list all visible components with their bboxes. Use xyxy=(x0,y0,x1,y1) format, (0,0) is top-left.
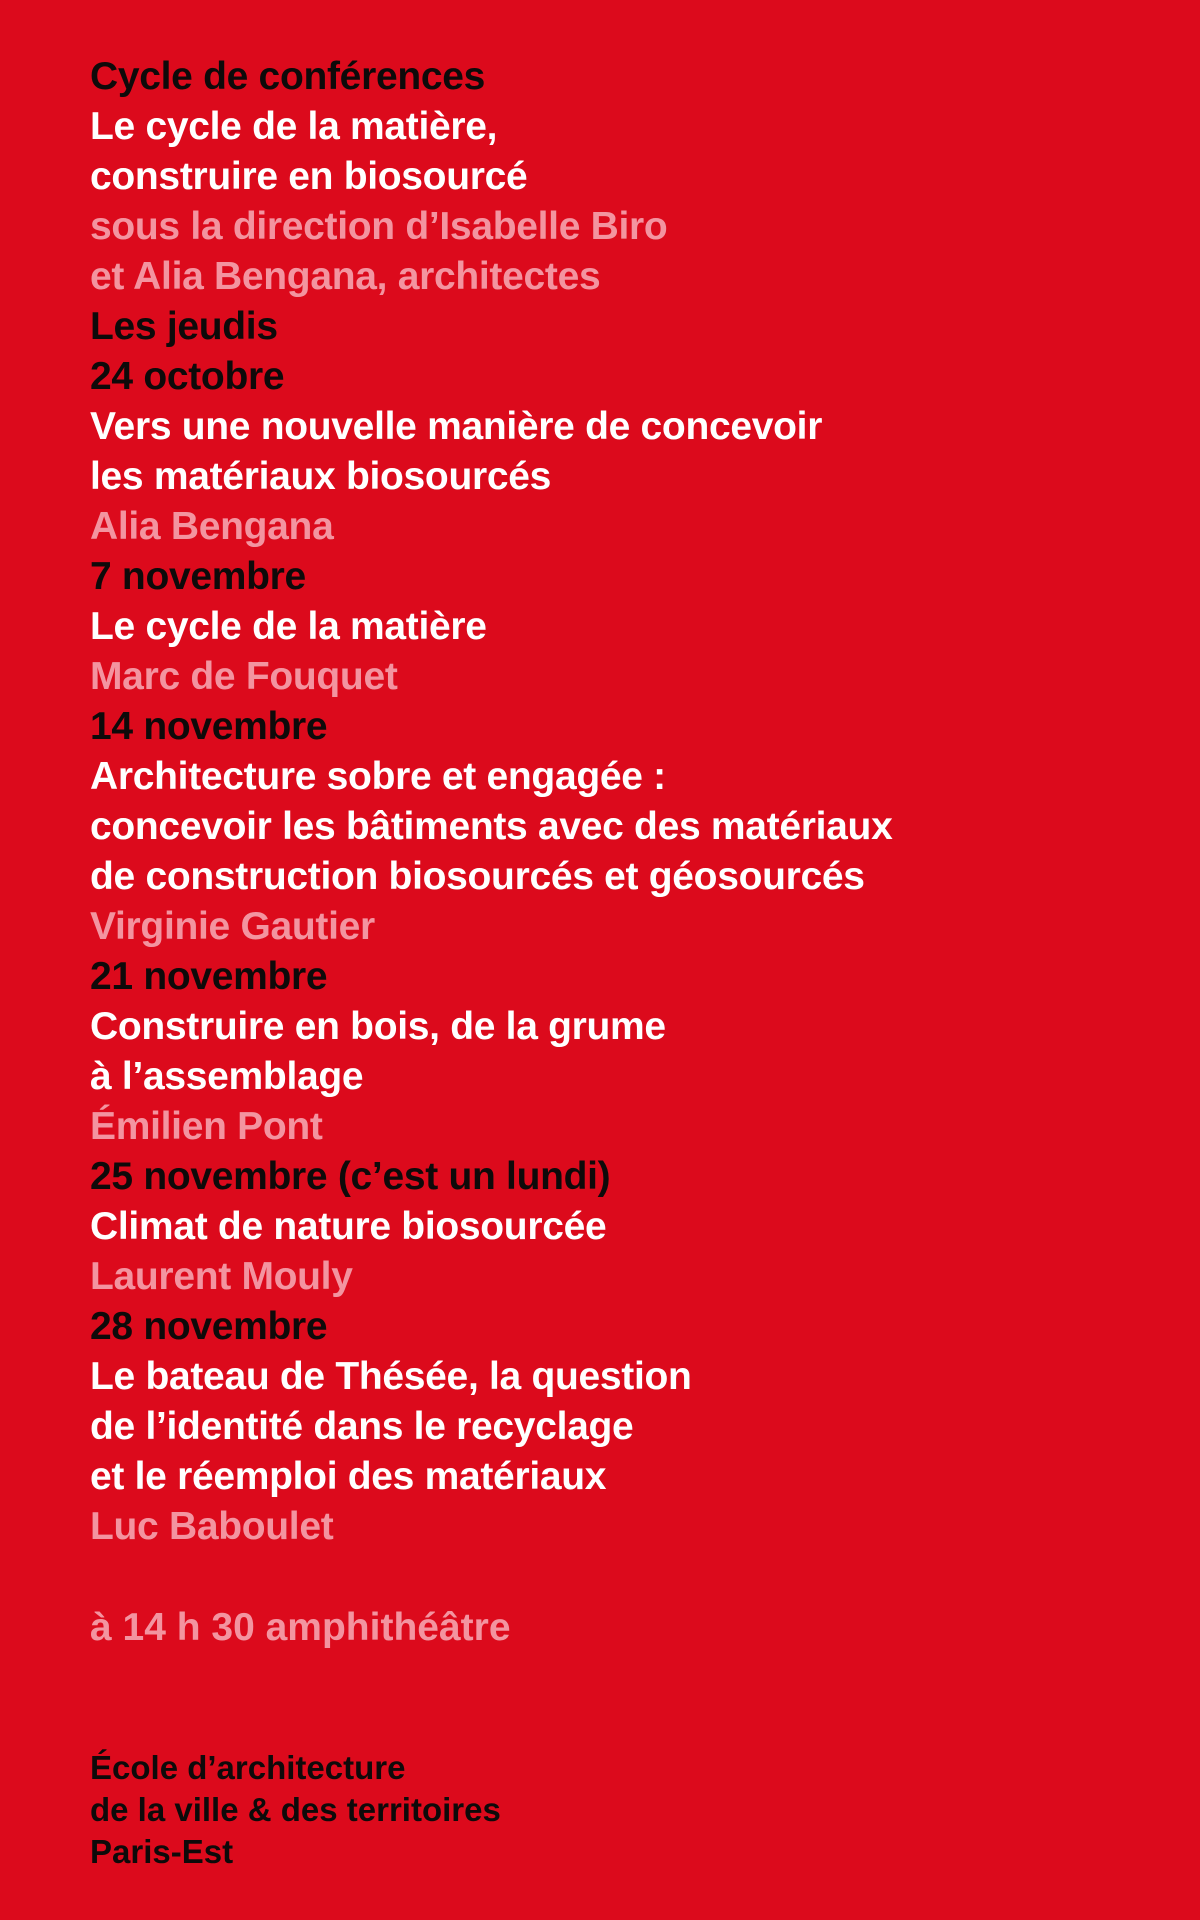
lecture-title-line: à l’assemblage xyxy=(90,1055,364,1098)
lecture-date: 7 novembre xyxy=(90,555,306,598)
cycle-title-line-2: construire en biosourcé xyxy=(90,155,528,198)
direction-line-1: sous la direction d’Isabelle Biro xyxy=(90,205,668,248)
lecture-2 xyxy=(90,552,1170,702)
lecture-speaker: Luc Baboulet xyxy=(90,1505,334,1548)
lecture-3 xyxy=(90,702,1170,952)
school-name-line-1: École d’architecture xyxy=(90,1749,406,1786)
lecture-title-line: Architecture sobre et engagée : xyxy=(90,755,666,798)
lecture-speaker: Alia Bengana xyxy=(90,505,334,548)
lecture-title-line: de construction biosourcés et géosourcés xyxy=(90,855,865,898)
lecture-title-line: Le bateau de Thésée, la question xyxy=(90,1355,692,1398)
lecture-date: 25 novembre (c’est un lundi) xyxy=(90,1155,611,1198)
lecture-speaker: Laurent Mouly xyxy=(90,1255,353,1298)
lecture-title-line: Vers une nouvelle manière de concevoir xyxy=(90,405,823,448)
lecture-speaker: Virginie Gautier xyxy=(90,905,375,948)
series-label: Cycle de conférences xyxy=(90,55,486,98)
cycle-title-line-1: Le cycle de la matière, xyxy=(90,105,498,148)
lecture-title-line: les matériaux biosourcés xyxy=(90,455,552,498)
lecture-title-line: Climat de nature biosourcée xyxy=(90,1205,607,1248)
lecture-title-line: et le réemploi des matériaux xyxy=(90,1455,607,1498)
lecture-6 xyxy=(90,1302,1170,1552)
direction-line-2: et Alia Bengana, architectes xyxy=(90,255,601,298)
lecture-date: 24 octobre xyxy=(90,355,285,398)
school-name-line-2: de la ville & des territoires xyxy=(90,1791,501,1828)
lecture-date: 14 novembre xyxy=(90,705,328,748)
poster-content xyxy=(90,52,1170,1552)
lecture-5 xyxy=(90,1152,1170,1302)
lecture-title-line: Le cycle de la matière xyxy=(90,605,487,648)
lecture-speaker: Marc de Fouquet xyxy=(90,655,398,698)
lecture-speaker: Émilien Pont xyxy=(90,1105,323,1148)
lecture-4 xyxy=(90,952,1170,1152)
lecture-1 xyxy=(90,352,1170,552)
lecture-date: 21 novembre xyxy=(90,955,328,998)
lecture-title-line: concevoir les bâtiments avec des matériaux xyxy=(90,805,893,848)
school-footer xyxy=(90,1747,501,1873)
school-name-line-3: Paris-Est xyxy=(90,1833,234,1870)
lecture-date: 28 novembre xyxy=(90,1305,328,1348)
lecture-title-line: de l’identité dans le recyclage xyxy=(90,1405,634,1448)
schedule-label: Les jeudis xyxy=(90,305,278,348)
time-and-place: à 14 h 30 amphithéâtre xyxy=(90,1606,511,1649)
lecture-title-line: Construire en bois, de la grume xyxy=(90,1005,666,1048)
